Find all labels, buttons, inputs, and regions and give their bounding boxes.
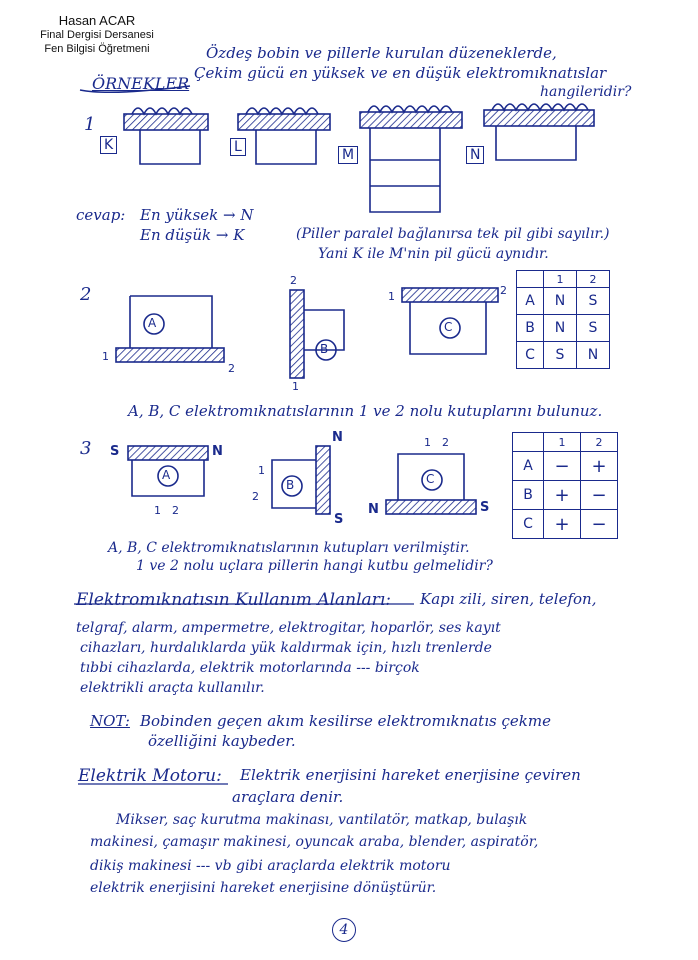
q1-prompt-line1: Özdeş bobin ve pillerle kurulan düzeneklerde,: [206, 44, 557, 62]
examples-title: ÖRNEKLER: [92, 74, 190, 93]
q2-question-text: A, B, C elektromıknatıslarının 1 ve 2 nolu kutuplarını bulunuz.: [128, 402, 603, 420]
q2-row-a-1: N: [544, 288, 577, 315]
q3-row-c-label: C: [513, 510, 544, 539]
circuit-m: [360, 106, 462, 212]
q3-c-north: N: [368, 502, 379, 517]
q3-a-north: N: [212, 444, 223, 459]
q3-table-h1: 1: [544, 433, 581, 452]
q2-row-c-1: S: [544, 342, 577, 369]
usage-line5: elektrikli araçta kullanılır.: [80, 680, 265, 696]
q3-c-end-1: 1: [424, 436, 431, 449]
q3-row-c-2: −: [581, 510, 618, 539]
circuit-2b: [290, 290, 344, 378]
q3-table-corner: [513, 433, 544, 452]
circuit-k: [124, 108, 208, 164]
motor-line6: elektrik enerjisini hareket enerjisine dönüştürür.: [90, 880, 437, 896]
q3-circuit-a: A: [162, 468, 171, 482]
author-name: Hasan ACAR: [58, 13, 136, 28]
motor-line2: araçlara denir.: [232, 788, 344, 806]
q3-number: 3: [80, 438, 92, 459]
circuit-3b: [272, 446, 330, 514]
motor-line5: dikiş makinesi --- vb gibi araçlarda elektrik motoru: [90, 858, 451, 874]
q3-row-b-label: B: [513, 481, 544, 510]
q2-a-pole-1: 1: [102, 350, 109, 363]
q3-row-a-label: A: [513, 452, 544, 481]
q3-a-south: S: [110, 444, 120, 459]
note-line2: özelliğini kaybeder.: [148, 732, 296, 750]
label-m: M: [338, 146, 358, 164]
q2-row-b-2: S: [577, 315, 610, 342]
q2-row-a-label: A: [517, 288, 544, 315]
answer-highest: En yüksek → N: [140, 206, 254, 224]
q3-b-end-1: 1: [258, 464, 265, 477]
q2-circuit-c: C: [444, 320, 453, 334]
circuit-2a: [116, 296, 224, 362]
q3-row-a-1: −: [544, 452, 581, 481]
motor-title: Elektrik Motoru:: [78, 766, 222, 786]
q1-number: 1: [84, 114, 96, 135]
usage-line2: telgraf, alarm, ampermetre, elektrogitar, hoparlör, ses kayıt: [76, 620, 501, 636]
q2-table-h2: 2: [577, 271, 610, 288]
q3-pole-table: [512, 432, 618, 539]
q2-b-pole-1: 1: [292, 380, 299, 393]
q2-row-b-label: B: [517, 315, 544, 342]
motor-line4: makinesi, çamaşır makinesi, oyuncak araba, blender, aspiratör,: [90, 834, 539, 850]
q3-c-end-2: 2: [442, 436, 449, 449]
q2-row-a-2: S: [577, 288, 610, 315]
parallel-note-line1: (Piller paralel bağlanırsa tek pil gibi sayılır.): [296, 226, 610, 242]
usage-line4: tıbbi cihazlarda, elektrik motorlarında --- birçok: [80, 660, 420, 676]
label-l: L: [230, 138, 246, 156]
circuit-n: [484, 104, 594, 160]
author-school: Final Dergisi Dersanesi: [40, 29, 154, 41]
q3-text-line1: A, B, C elektromıknatıslarının kutupları verilmiştir.: [108, 540, 470, 556]
usage-title: Elektromıknatısın Kullanım Alanları:: [76, 590, 391, 610]
q3-a-end-1: 1: [154, 504, 161, 517]
motor-line1: Elektrik enerjisini hareket enerjisine çeviren: [240, 766, 581, 784]
answer-label: cevap:: [76, 206, 126, 224]
q3-b-south: S: [334, 512, 344, 527]
motor-line3: Mikser, saç kurutma makinası, vantilatör, matkap, bulaşık: [116, 812, 528, 828]
q2-row-c-2: N: [577, 342, 610, 369]
q3-table-h2: 2: [581, 433, 618, 452]
q2-a-pole-2: 2: [228, 362, 235, 375]
q2-table-corner: [517, 271, 544, 288]
q3-circuit-b: B: [286, 478, 295, 492]
author-title: Fen Bilgisi Öğretmeni: [44, 43, 150, 55]
q3-row-a-2: +: [581, 452, 618, 481]
q2-table-h1: 1: [544, 271, 577, 288]
label-k: K: [100, 136, 117, 154]
usage-line3: cihazları, hurdalıklarda yük kaldırmak için, hızlı trenlerde: [80, 640, 492, 656]
q3-row-b-1: +: [544, 481, 581, 510]
q3-text-line2: 1 ve 2 nolu uçlara pillerin hangi kutbu gelmelidir?: [136, 558, 493, 574]
answer-lowest: En düşük → K: [140, 226, 245, 244]
q3-row-b-2: −: [581, 481, 618, 510]
q3-row-c-1: +: [544, 510, 581, 539]
note-label: NOT:: [90, 712, 130, 730]
q2-b-pole-2: 2: [290, 274, 297, 287]
q3-b-north: N: [332, 430, 343, 445]
q2-row-b-1: N: [544, 315, 577, 342]
circuit-l: [238, 108, 330, 164]
q2-c-pole-1: 1: [388, 290, 395, 303]
q3-c-south: S: [480, 500, 490, 515]
q2-c-pole-2: 2: [500, 284, 507, 297]
note-line1: Bobinden geçen akım kesilirse elektromıknatıs çekme: [140, 712, 551, 730]
page-number: 4: [332, 918, 356, 942]
q1-prompt-line2: Çekim gücü en yüksek ve en düşük elektromıknatıslar: [194, 64, 607, 82]
q2-pole-table: [516, 270, 610, 369]
q3-b-end-2: 2: [252, 490, 259, 503]
q1-prompt-line3: hangileridir?: [540, 84, 632, 100]
q3-a-end-2: 2: [172, 504, 179, 517]
q2-row-c-label: C: [517, 342, 544, 369]
q2-circuit-b: B: [320, 342, 329, 356]
parallel-note-line2: Yani K ile M'nin pil gücü aynıdır.: [318, 246, 549, 262]
usage-line1: Kapı zili, siren, telefon,: [420, 590, 597, 608]
q2-circuit-a: A: [148, 316, 157, 330]
label-n: N: [466, 146, 484, 164]
q2-number: 2: [80, 284, 92, 305]
q3-circuit-c: C: [426, 472, 435, 486]
